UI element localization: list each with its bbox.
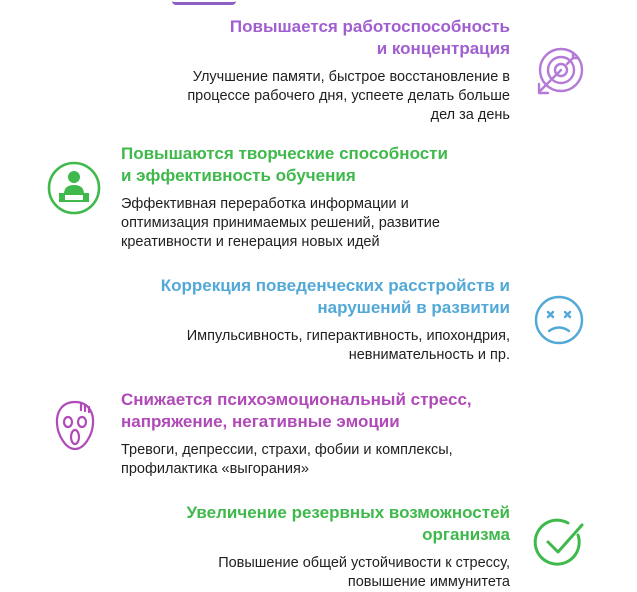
- stressed-face-icon: [533, 294, 585, 346]
- benefit-description: [110, 554, 510, 592]
- desc-line: невнимательность и пр.: [348, 347, 510, 363]
- benefit-item-reserves: [110, 502, 510, 592]
- desc-line: профилактика «выгорания»: [121, 461, 309, 477]
- benefit-item-behavior: [110, 275, 510, 365]
- student-icon: [47, 161, 101, 215]
- desc-line: Импульсивность, гиперактивность, ипохондрия,: [186, 328, 510, 344]
- title-line: Коррекция поведенческих расстройств и: [160, 276, 510, 295]
- desc-line: повышение иммунитета: [347, 574, 510, 590]
- benefit-description: [100, 68, 510, 125]
- benefit-item-stress: [121, 389, 551, 479]
- desc-line: Эффективная переработка информации и: [121, 196, 409, 212]
- benefit-title: [110, 502, 510, 546]
- check-circle-icon: [532, 515, 588, 571]
- desc-line: Повышение общей устойчивости к стрессу,: [218, 555, 510, 571]
- benefit-description: [121, 441, 551, 479]
- desc-line: креативности и генерация новых идей: [121, 234, 380, 250]
- title-line: напряжение, негативные эмоции: [121, 412, 400, 431]
- benefit-title: [110, 275, 510, 319]
- target-icon: [531, 44, 587, 100]
- benefit-title: [100, 16, 510, 60]
- benefit-title: [121, 143, 541, 187]
- title-line: и концентрация: [376, 39, 510, 58]
- scream-face-icon: [50, 398, 100, 454]
- title-line: нарушений в развитии: [317, 298, 510, 317]
- top-decoration: [172, 0, 236, 5]
- desc-line: дел за день: [430, 107, 510, 123]
- title-line: Снижается психоэмоциональный стресс,: [121, 390, 472, 409]
- title-line: Повышаются творческие способности: [121, 144, 448, 163]
- benefit-item-creativity: [121, 143, 541, 252]
- benefit-description: [121, 195, 541, 252]
- benefit-item-performance: [100, 16, 510, 125]
- title-line: Увеличение резервных возможностей: [186, 503, 510, 522]
- desc-line: оптимизация принимаемых решений, развитие: [121, 215, 440, 231]
- desc-line: Улучшение памяти, быстрое восстановление в: [192, 69, 510, 85]
- benefit-description: [110, 327, 510, 365]
- title-line: организма: [422, 525, 510, 544]
- title-line: Повышается работоспособность: [229, 17, 510, 36]
- benefit-title: [121, 389, 551, 433]
- desc-line: процессе рабочего дня, успеете делать больше: [187, 88, 510, 104]
- title-line: и эффективность обучения: [121, 166, 356, 185]
- desc-line: Тревоги, депрессии, страхи, фобии и комплексы,: [121, 442, 453, 458]
